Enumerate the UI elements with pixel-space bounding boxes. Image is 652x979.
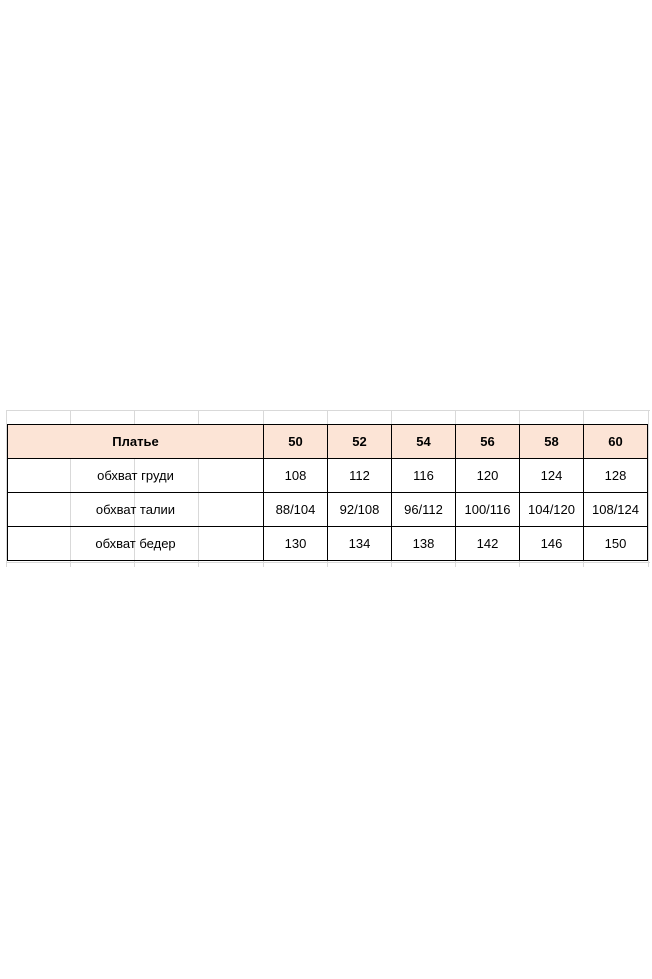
header-label-cell: Платье — [8, 425, 264, 459]
table-cell: 130 — [264, 527, 328, 561]
gridline — [6, 562, 650, 563]
table-cell: 92/108 — [328, 493, 392, 527]
table-cell: 138 — [392, 527, 456, 561]
table-cell: 108/124 — [584, 493, 648, 527]
table-cell: 104/120 — [520, 493, 584, 527]
table-cell: 100/116 — [456, 493, 520, 527]
table-cell: 112 — [328, 459, 392, 493]
gridline — [6, 410, 650, 411]
size-header-cell: 58 — [520, 425, 584, 459]
size-header-cell: 60 — [584, 425, 648, 459]
table-row — [8, 493, 648, 527]
row-label-cell: обхват груди — [8, 459, 264, 493]
size-header-cell: 52 — [328, 425, 392, 459]
table-cell: 96/112 — [392, 493, 456, 527]
table-cell: 150 — [584, 527, 648, 561]
table-row — [8, 459, 648, 493]
size-header-cell: 54 — [392, 425, 456, 459]
table-cell: 108 — [264, 459, 328, 493]
gridline — [648, 410, 649, 567]
row-label-cell: обхват талии — [8, 493, 264, 527]
spreadsheet-area — [6, 410, 650, 567]
size-header-cell: 56 — [456, 425, 520, 459]
row-label-cell: обхват бедер — [8, 527, 264, 561]
table-cell: 128 — [584, 459, 648, 493]
size-chart-table — [7, 424, 648, 561]
table-cell: 120 — [456, 459, 520, 493]
table-cell: 124 — [520, 459, 584, 493]
table-header-row — [8, 425, 648, 459]
table-cell: 134 — [328, 527, 392, 561]
table-cell: 116 — [392, 459, 456, 493]
table-row — [8, 527, 648, 561]
size-header-cell: 50 — [264, 425, 328, 459]
table-cell: 142 — [456, 527, 520, 561]
table-cell: 146 — [520, 527, 584, 561]
table-cell: 88/104 — [264, 493, 328, 527]
